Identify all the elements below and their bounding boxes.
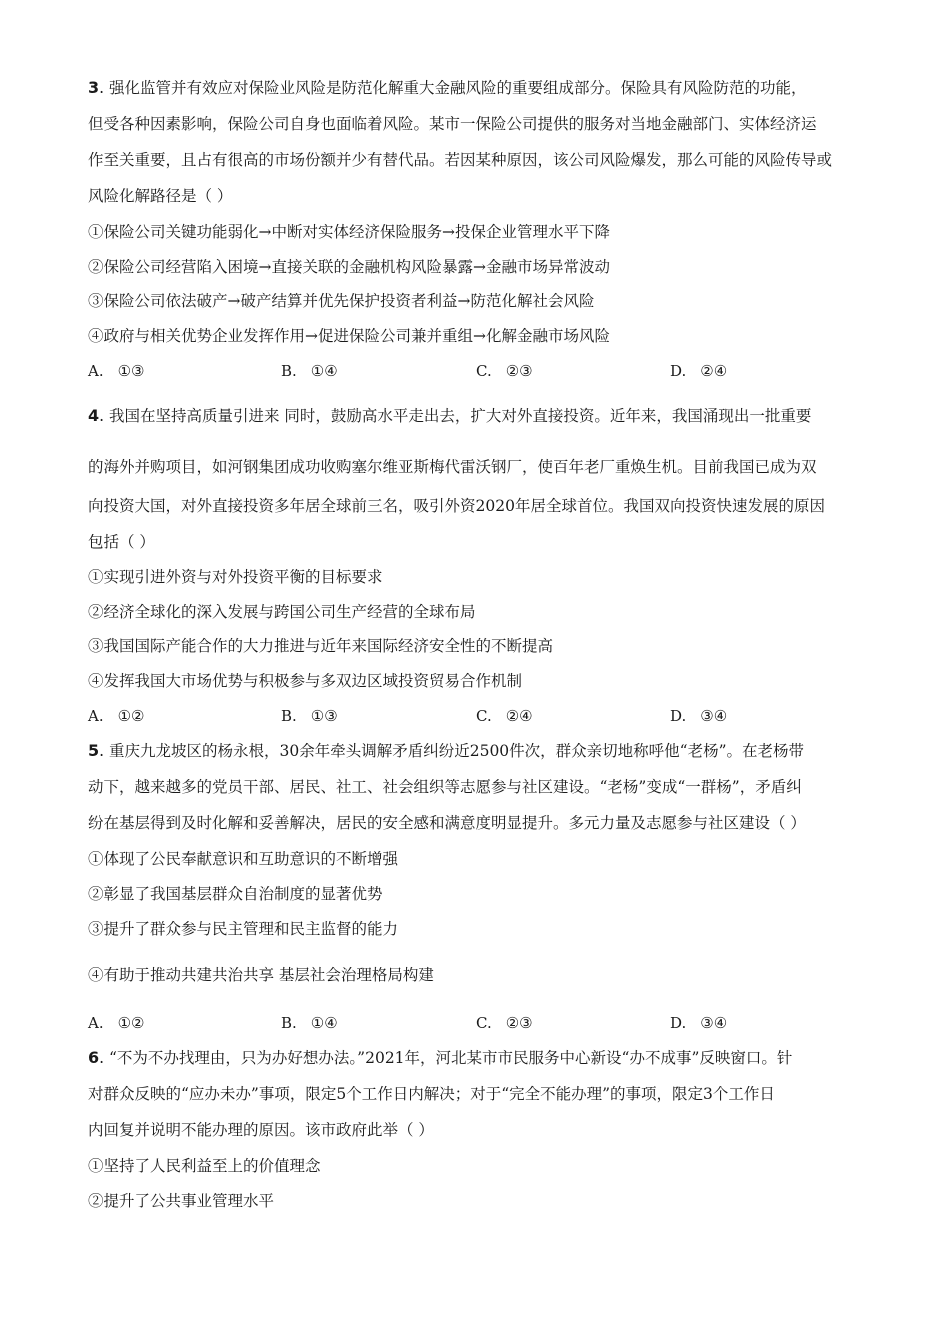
- option-d[interactable]: D. ②④: [670, 362, 728, 380]
- option-c[interactable]: C. ②③: [476, 1014, 533, 1032]
- question-4-options: [88, 705, 868, 727]
- question-4-stem-line-4: 包括（ ）: [88, 533, 155, 551]
- question-6-stem-line-2: 对群众反映的“应办未办”事项，限定5个工作日内解决；对于“完全不能办理”的事项，限定3个工作日: [88, 1085, 775, 1103]
- option-c[interactable]: C. ②④: [476, 707, 533, 725]
- question-3-item-1: ①保险公司关键功能弱化→中断对实体经济保险服务→投保企业管理水平下降: [88, 223, 610, 241]
- option-a[interactable]: A. ①②: [88, 1014, 145, 1032]
- question-6-stem-line-1: 6. “不为不办找理由，只为办好想办法。”2021年，河北某市市民服务中心新设“办不成事”反映窗口。针: [88, 1048, 793, 1067]
- question-number: 5: [88, 741, 100, 760]
- option-a[interactable]: A. ①③: [88, 362, 145, 380]
- question-5-item-1: ①体现了公民奉献意识和互助意识的不断增强: [88, 850, 399, 868]
- question-5-stem-line-1: 5. 重庆九龙坡区的杨永根，30余年牵头调解矛盾纠纷近2500件次，群众亲切地称呼他“老杨”。在老杨带: [88, 741, 805, 760]
- question-4-item-4: ④发挥我国大市场优势与积极参与多双边区域投资贸易合作机制: [88, 672, 523, 690]
- question-number: 6: [88, 1048, 100, 1067]
- option-d[interactable]: D. ③④: [670, 707, 728, 725]
- question-3-item-2: ②保险公司经营陷入困境→直接关联的金融机构风险暴露→金融市场异常波动: [88, 258, 610, 276]
- option-d[interactable]: D. ③④: [670, 1014, 728, 1032]
- question-3-options: [88, 360, 868, 382]
- option-b[interactable]: B. ①④: [281, 1014, 338, 1032]
- question-5-item-3: ③提升了群众参与民主管理和民主监督的能力: [88, 920, 399, 938]
- question-5-options: [88, 1012, 868, 1034]
- question-4-stem-line-1: 4. 我国在坚持高质量引进来 同时，鼓励高水平走出去，扩大对外直接投资。近年来，我国涌现出一批重要: [88, 406, 812, 425]
- question-3-stem-line-2: 但受各种因素影响，保险公司自身也面临着风险。某市一保险公司提供的服务对当地金融部门、实体经济运: [88, 115, 817, 133]
- question-5-item-4: ④有助于推动共建共治共享 基层社会治理格局构建: [88, 966, 434, 984]
- option-a[interactable]: A. ①②: [88, 707, 145, 725]
- question-4-stem-line-2: 的海外并购项目，如河钢集团成功收购塞尔维亚斯梅代雷沃钢厂，使百年老厂重焕生机。目前我国已成为双: [88, 458, 817, 476]
- question-3-item-3: ③保险公司依法破产→破产结算并优先保护投资者利益→防范化解社会风险: [88, 292, 595, 310]
- question-number: 3: [88, 78, 100, 97]
- question-4-item-1: ①实现引进外资与对外投资平衡的目标要求: [88, 568, 383, 586]
- question-3-stem-line-1: 3. 强化监管并有效应对保险业风险是防范化解重大金融风险的重要组成部分。保险具有风险防范的功能，: [88, 78, 807, 97]
- question-5-item-2: ②彰显了我国基层群众自治制度的显著优势: [88, 885, 383, 903]
- question-5-stem-line-3: 纷在基层得到及时化解和妥善解决，居民的安全感和满意度明显提升。多元力量及志愿参与社区建设（ ）: [88, 814, 806, 832]
- question-6-item-2: ②提升了公共事业管理水平: [88, 1192, 275, 1210]
- question-4-item-2: ②经济全球化的深入发展与跨国公司生产经营的全球布局: [88, 603, 476, 621]
- question-6-item-1: ①坚持了人民利益至上的价值理念: [88, 1157, 321, 1175]
- option-b[interactable]: B. ①③: [281, 707, 338, 725]
- option-b[interactable]: B. ①④: [281, 362, 338, 380]
- option-c[interactable]: C. ②③: [476, 362, 533, 380]
- question-3-stem-line-3: 作至关重要，且占有很高的市场份额并少有替代品。若因某种原因，该公司风险爆发，那么可能的风险传导或: [88, 151, 833, 169]
- question-6-stem-line-3: 内回复并说明不能办理的原因。该市政府此举（ ）: [88, 1121, 434, 1139]
- question-4-item-3: ③我国国际产能合作的大力推进与近年来国际经济安全性的不断提高: [88, 637, 554, 655]
- question-4-stem-line-3: 向投资大国，对外直接投资多年居全球前三名，吸引外资2020年居全球首位。我国双向投资快速发展的原因: [88, 497, 825, 515]
- question-3-item-4: ④政府与相关优势企业发挥作用→促进保险公司兼并重组→化解金融市场风险: [88, 327, 610, 345]
- question-number: 4: [88, 406, 100, 425]
- question-3-stem-line-4: 风险化解路径是（ ）: [88, 187, 233, 205]
- question-5-stem-line-2: 动下，越来越多的党员干部、居民、社工、社会组织等志愿参与社区建设。“老杨”变成“一群杨”，矛盾纠: [88, 778, 802, 796]
